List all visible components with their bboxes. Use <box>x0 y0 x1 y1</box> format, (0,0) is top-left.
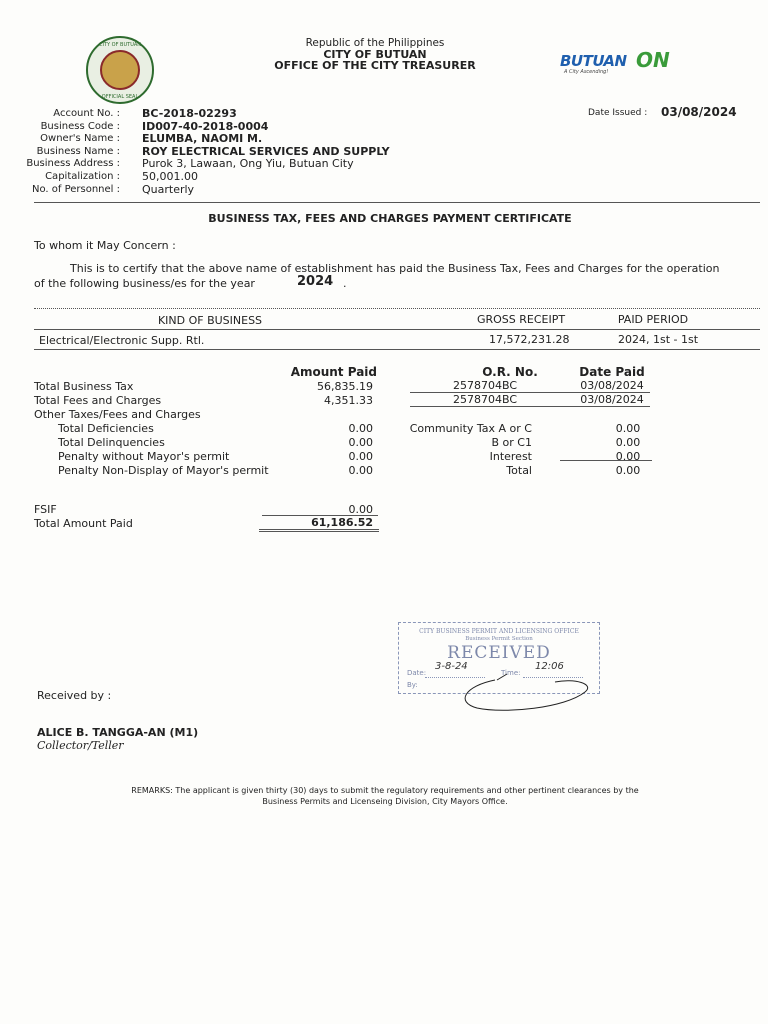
header-kind: KIND OF BUSINESS <box>157 314 263 327</box>
date-issued-value: 03/08/2024 <box>661 105 737 119</box>
row-period: 2024, 1st - 1st <box>618 333 699 346</box>
logo-on: ON <box>636 48 670 72</box>
table-bottom-divider <box>34 349 760 350</box>
seal-text-top: CITY OF BUTUAN <box>98 42 142 48</box>
certify-line-1: This is to certify that the above name of establishment has paid the Business Tax, Fees and Charges for the operation <box>70 262 720 275</box>
remarks-line-1: REMARKS: The applicant is given thirty (30) days to submit the regulatory requirements and other pertinent clearances by the <box>131 786 639 795</box>
certify-end: . <box>343 277 347 290</box>
certify-line-2: of the following business/es for the year <box>34 277 255 290</box>
stamp-time-label: Time: <box>501 669 521 677</box>
ctc-row-value: 0.00 <box>615 422 641 435</box>
fsif-value: 0.00 <box>348 503 373 516</box>
payment-row-amount: 0.00 <box>348 450 373 463</box>
info-label: Capitalization : <box>45 171 120 182</box>
payment-row-label: Total Business Tax <box>34 380 134 393</box>
seal-emblem-icon <box>100 50 140 90</box>
header-republic: Republic of the Philippines <box>305 37 445 49</box>
city-seal <box>86 36 154 104</box>
logo-text: BUTUAN <box>560 52 627 70</box>
table-top-divider <box>34 308 760 309</box>
payment-row-amount: 0.00 <box>348 422 373 435</box>
info-label: No. of Personnel : <box>31 183 120 195</box>
signature-scribble <box>455 668 605 716</box>
header-office: OFFICE OF THE CITY TREASURER <box>274 59 476 72</box>
butuan-on-logo <box>560 50 700 80</box>
payment-row-amount: 56,835.19 <box>317 380 373 393</box>
payment-row-amount: 0.00 <box>348 464 373 477</box>
remarks-line-2: Business Permits and Licenseing Division, City Mayors Office. <box>262 797 508 806</box>
collector-title: Collector/Teller <box>37 739 124 752</box>
ctc-row-label: B or C1 <box>491 436 532 449</box>
col-amount-paid: Amount Paid <box>290 365 377 379</box>
certify-year: 2024 <box>297 274 334 289</box>
logo-tagline: A City Ascending! <box>564 69 609 75</box>
or-no-1: 2578704BC <box>452 379 518 392</box>
row-gross: 17,572,231.28 <box>489 333 570 346</box>
ctc-row-value: 0.00 <box>615 464 641 477</box>
date-paid-1: 03/08/2024 <box>580 379 644 392</box>
payment-row-amount: 0.00 <box>348 436 373 449</box>
header-period: PAID PERIOD <box>617 313 689 326</box>
stamp-date-label: Date: <box>407 669 427 677</box>
info-value: Purok 3, Lawaan, Ong Yiu, Butuan City <box>142 157 354 171</box>
info-label: Account No. : <box>53 108 120 119</box>
info-label: Business Code : <box>40 120 120 132</box>
info-value: ELUMBA, NAOMI M. <box>142 132 263 146</box>
table-header-divider <box>34 329 760 330</box>
payment-row-label: Penalty Non-Display of Mayor's permit <box>58 464 269 477</box>
payment-row-label: Total Delinquencies <box>58 436 165 449</box>
certificate-title: BUSINESS TAX, FEES AND CHARGES PAYMENT CERTIFICATE <box>208 212 572 225</box>
stamp-received: RECEIVED <box>447 643 551 663</box>
header-gross: GROSS RECEIPT <box>476 313 566 326</box>
total-underline-2 <box>259 531 379 532</box>
info-value: 50,001.00 <box>142 170 198 183</box>
info-label: Business Address : <box>26 158 120 170</box>
salutation: To whom it May Concern : <box>34 239 176 252</box>
row-kind: Electrical/Electronic Supp. Rtl. <box>39 334 205 347</box>
info-value: ROY ELECTRICAL SERVICES AND SUPPLY <box>142 144 390 158</box>
ctc-row-label: Interest <box>489 450 532 463</box>
date-issued-label: Date Issued : <box>588 108 648 118</box>
payment-row-label: Total Fees and Charges <box>34 394 162 407</box>
ctc-row-value: 0.00 <box>615 450 641 463</box>
or-no-2: 2578704BC <box>452 393 518 406</box>
header-divider <box>34 202 760 203</box>
col-or-no: O.R. No. <box>482 365 538 379</box>
payment-row-label: Other Taxes/Fees and Charges <box>34 408 201 421</box>
col-date-paid: Date Paid <box>579 365 645 379</box>
stamp-time-value: 12:06 <box>535 661 564 672</box>
stamp-section: Business Permit Section <box>465 636 533 642</box>
total-amount-value: 61,186.52 <box>311 516 373 529</box>
collector-name: ALICE B. TANGGA-AN (M1) <box>37 726 199 739</box>
info-label: Owner's Name : <box>40 133 120 145</box>
interest-underline <box>560 460 652 461</box>
stamp-by-label: By: <box>407 681 418 689</box>
info-label: Business Name : <box>36 145 120 157</box>
fsif-label: FSIF <box>34 503 57 516</box>
ctc-row-label: Total <box>506 464 532 477</box>
ctc-row-value: 0.00 <box>615 436 641 449</box>
date-paid-2: 03/08/2024 <box>580 393 644 406</box>
payment-row-label: Penalty without Mayor's permit <box>58 450 230 463</box>
info-value: Quarterly <box>142 182 195 196</box>
payment-row-label: Total Deficiencies <box>58 422 154 435</box>
stamp-date-value: 3-8-24 <box>435 661 468 672</box>
received-by-label: Received by : <box>37 689 112 702</box>
or-underline-2 <box>410 406 650 407</box>
header-city: CITY OF BUTUAN <box>323 48 427 61</box>
payment-row-amount: 4,351.33 <box>324 394 373 407</box>
total-underline-1 <box>259 529 379 530</box>
stamp-office: CITY BUSINESS PERMIT AND LICENSING OFFICE <box>419 628 579 635</box>
seal-text-bottom: OFFICIAL SEAL <box>101 94 139 100</box>
info-value: ID007-40-2018-0004 <box>142 119 269 133</box>
info-value: BC-2018-02293 <box>142 107 237 120</box>
total-amount-label: Total Amount Paid <box>34 517 133 530</box>
ctc-row-label: Community Tax A or C <box>409 422 532 435</box>
